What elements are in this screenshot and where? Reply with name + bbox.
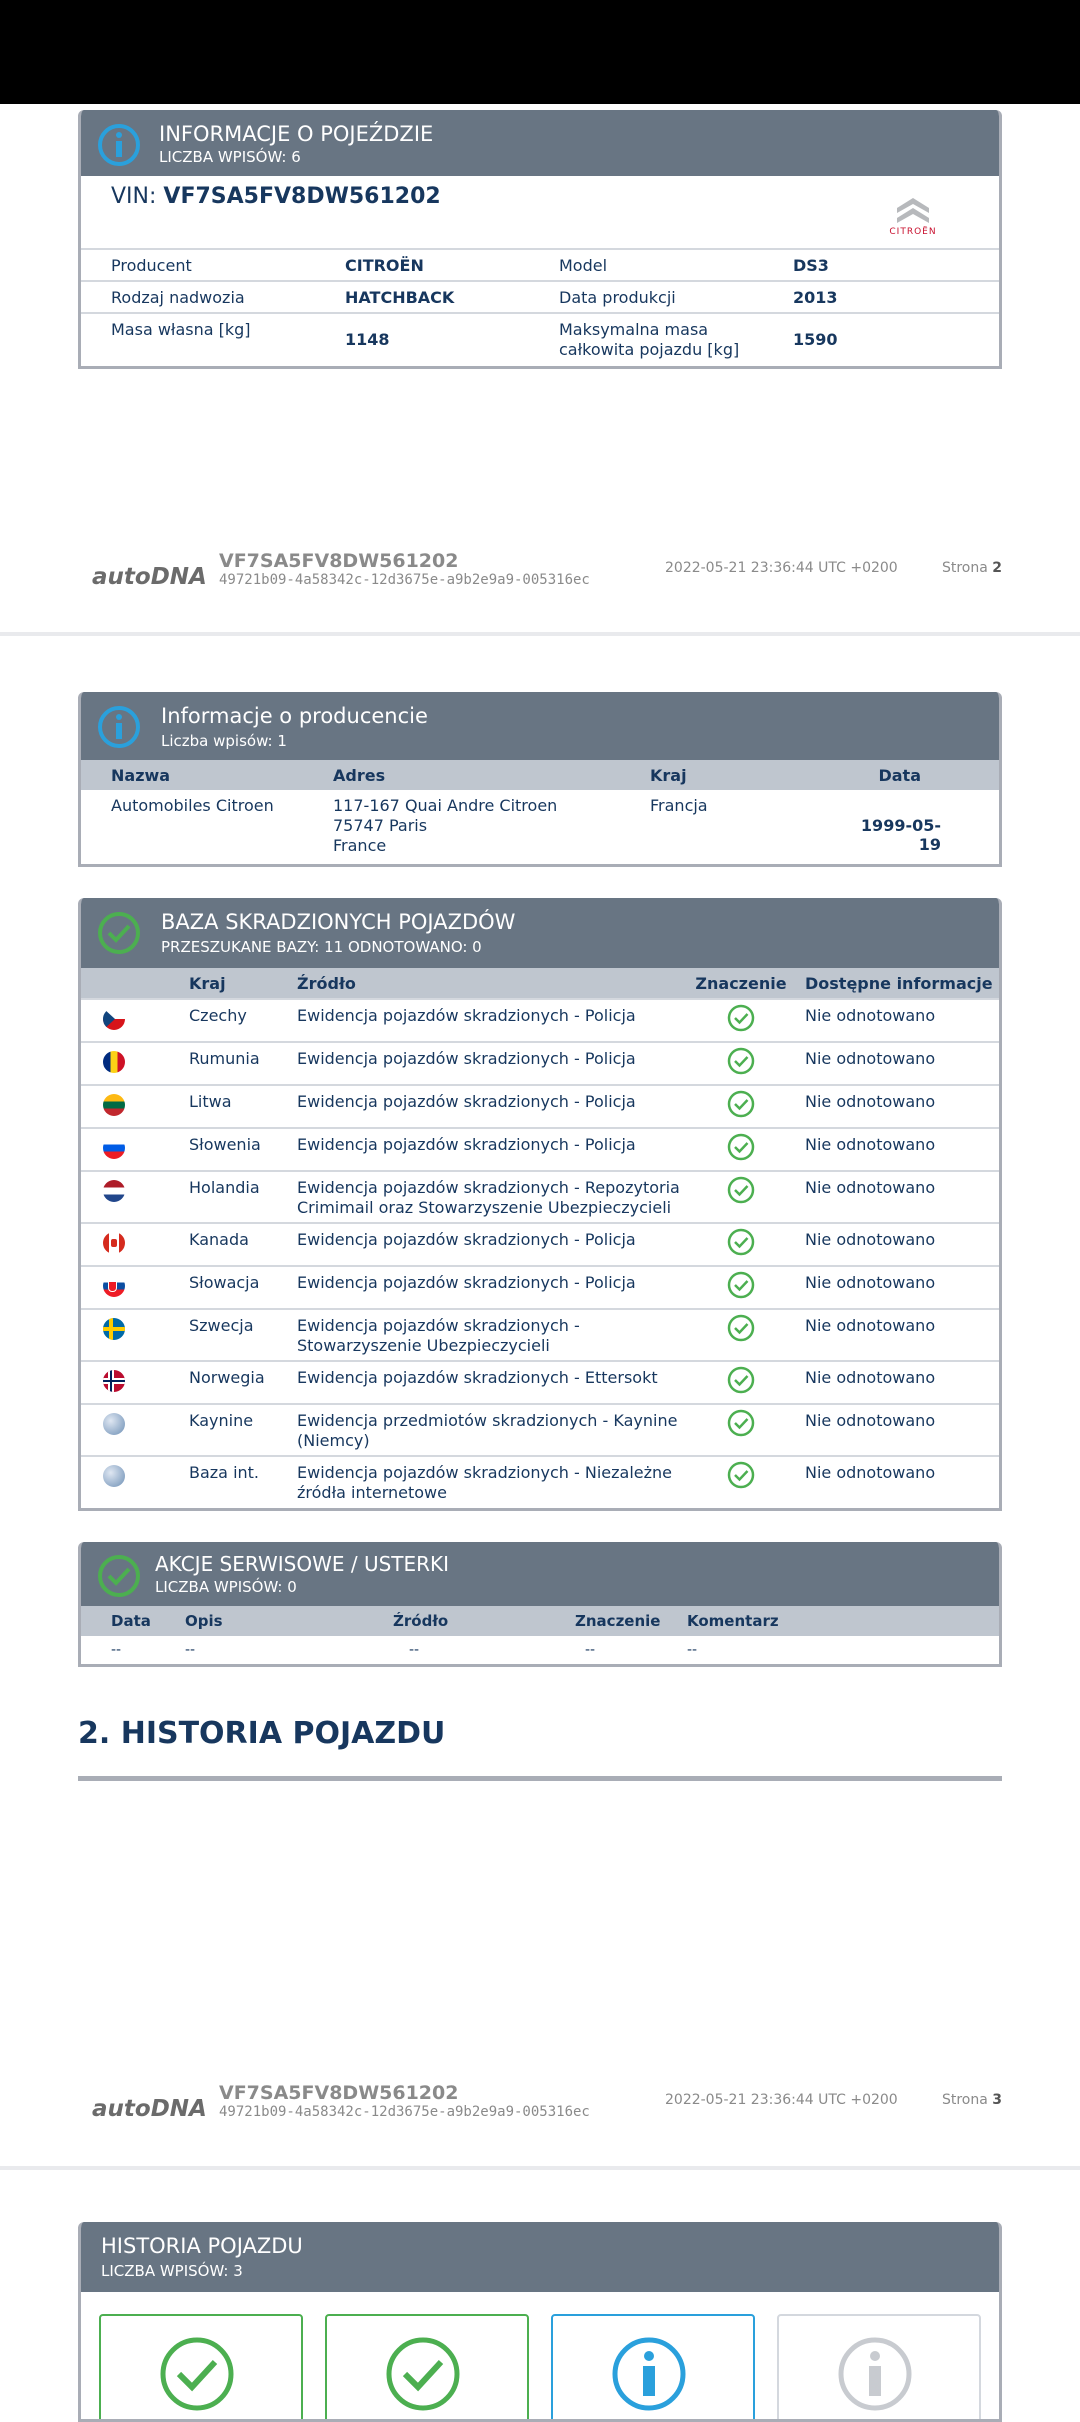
check-circle-icon — [727, 1090, 755, 1118]
column-header: Nazwa — [81, 760, 323, 790]
vin-row — [81, 176, 999, 250]
source: Ewidencja pojazdów skradzionych - Policja — [297, 1230, 636, 1249]
table-row — [81, 1042, 999, 1085]
info: Nie odnotowano — [805, 1178, 936, 1197]
producer-country: Francja — [650, 796, 708, 815]
section-divider — [78, 1776, 1002, 1781]
page-footer — [92, 550, 1002, 600]
history-cards — [81, 2292, 999, 2412]
check-circle-icon — [97, 911, 141, 955]
service-table — [81, 1606, 999, 1664]
info-label: Maksymalna masa całkowita pojazdu [kg] — [559, 320, 740, 359]
info-value: 1148 — [345, 330, 390, 349]
panel-header — [81, 692, 999, 760]
status-bar — [0, 0, 1080, 104]
history-panel — [78, 2222, 1002, 2422]
column-header: Źródło — [287, 968, 687, 999]
page-footer — [92, 2082, 1002, 2132]
flag-romania-icon — [103, 1051, 125, 1073]
cell: -- — [185, 1642, 196, 1658]
source: Ewidencja pojazdów skradzionych - Policja — [297, 1273, 636, 1292]
vin-label: VIN: VF7SA5FV8DW561202 — [111, 184, 441, 209]
table-row — [81, 1266, 999, 1309]
cell: -- — [687, 1642, 698, 1658]
panel-count: PRZESZUKANE BAZY: 11 ODNOTOWANO: 0 — [161, 938, 482, 956]
footer-vin: VF7SA5FV8DW561202 — [219, 550, 459, 572]
check-circle-icon — [727, 1176, 755, 1204]
table-row — [81, 1404, 999, 1456]
panel-count: Liczba wpisów: 1 — [161, 732, 287, 750]
flag-netherlands-icon — [103, 1180, 125, 1202]
column-header: Źródło — [371, 1606, 553, 1636]
info-label: Masa własna [kg] — [111, 320, 251, 339]
column-header: Opis — [175, 1606, 371, 1636]
info: Nie odnotowano — [805, 1463, 936, 1482]
check-circle-icon — [727, 1133, 755, 1161]
flag-sweden-icon — [103, 1318, 125, 1340]
panel-title: INFORMACJE O POJEŹDZIE — [159, 122, 434, 146]
country: Norwegia — [189, 1368, 265, 1387]
info: Nie odnotowano — [805, 1049, 936, 1068]
globe-icon — [103, 1465, 125, 1487]
column-header: Znaczenie — [687, 968, 795, 999]
panel-header — [81, 1542, 999, 1606]
footer-hash: 49721b09-4a58342c-12d3675e-a9b2e9a9-005316ec — [219, 2104, 590, 2120]
autodna-logo: autoDNA — [92, 2096, 207, 2122]
check-circle-icon — [383, 2334, 463, 2414]
footer-vin: VF7SA5FV8DW561202 — [219, 2082, 459, 2104]
producer-table — [81, 760, 999, 864]
info: Nie odnotowano — [805, 1368, 936, 1387]
check-circle-icon — [727, 1366, 755, 1394]
stolen-db-panel — [78, 898, 1002, 1511]
producer-address: 117-167 Quai Andre Citroen 75747 Paris France — [333, 796, 558, 855]
column-header: Znaczenie — [553, 1606, 677, 1636]
source: Ewidencja pojazdów skradzionych - Policja — [297, 1135, 636, 1154]
info: Nie odnotowano — [805, 1135, 936, 1154]
info-icon — [609, 2334, 689, 2414]
info-value: HATCHBACK — [345, 288, 455, 307]
info-value: DS3 — [793, 256, 829, 275]
history-card[interactable] — [325, 2314, 529, 2422]
check-circle-icon — [727, 1271, 755, 1299]
table-row — [81, 790, 999, 864]
check-circle-icon — [727, 1461, 755, 1489]
cell: -- — [409, 1642, 420, 1658]
check-circle-icon — [727, 1004, 755, 1032]
panel-header — [81, 898, 999, 968]
source: Ewidencja pojazdów skradzionych - Repozytoria Crimimail oraz Stowarzyszenie Ubezpieczycieli — [297, 1178, 680, 1217]
history-card[interactable] — [99, 2314, 303, 2422]
footer-date: 2022-05-21 23:36:44 UTC +0200 — [665, 560, 898, 576]
panel-title: HISTORIA POJAZDU — [101, 2234, 303, 2258]
vehicle-info-panel — [78, 110, 1002, 369]
service-panel — [78, 1542, 1002, 1667]
source: Ewidencja pojazdów skradzionych - Policja — [297, 1006, 636, 1025]
panel-count: LICZBA WPISÓW: 0 — [155, 1578, 297, 1596]
footer-page: Strona 3 — [941, 2092, 1002, 2108]
history-card[interactable] — [551, 2314, 755, 2422]
check-circle-icon — [727, 1409, 755, 1437]
source: Ewidencja pojazdów skradzionych - Niezależne źródła internetowe — [297, 1463, 673, 1502]
page-separator — [0, 632, 1080, 636]
panel-title: BAZA SKRADZIONYCH POJAZDÓW — [161, 910, 516, 934]
panel-title: AKCJE SERWISOWE / USTERKI — [155, 1552, 450, 1576]
table-row — [81, 1636, 999, 1664]
source: Ewidencja przedmiotów skradzionych - Kaynine (Niemcy) — [297, 1411, 678, 1450]
source: Ewidencja pojazdów skradzionych - Ettersokt — [297, 1368, 658, 1387]
country: Holandia — [189, 1178, 260, 1197]
column-header: Dostępne informacje — [795, 968, 999, 999]
info-label: Model — [559, 256, 608, 275]
info-value: CITROËN — [345, 256, 424, 275]
info: Nie odnotowano — [805, 1316, 936, 1335]
column-header: Kraj — [179, 968, 287, 999]
check-circle-icon — [727, 1314, 755, 1342]
stolen-table — [81, 968, 999, 1508]
check-circle-icon — [157, 2334, 237, 2414]
info: Nie odnotowano — [805, 1411, 936, 1430]
globe-icon — [103, 1413, 125, 1435]
panel-header — [81, 110, 999, 176]
info-value: 2013 — [793, 288, 838, 307]
flag-canada-icon — [103, 1232, 125, 1254]
info-label: Producent — [111, 256, 192, 275]
cell: -- — [111, 1642, 122, 1658]
info-icon — [97, 705, 141, 749]
table-row — [81, 1171, 999, 1223]
country: Szwecja — [189, 1316, 254, 1335]
flag-lithuania-icon — [103, 1094, 125, 1116]
table-row — [81, 1361, 999, 1404]
table-row — [81, 1085, 999, 1128]
footer-hash: 49721b09-4a58342c-12d3675e-a9b2e9a9-005316ec — [219, 572, 590, 588]
source: Ewidencja pojazdów skradzionych - Stowarzyszenie Ubezpieczycieli — [297, 1316, 580, 1355]
country: Słowacja — [189, 1273, 260, 1292]
info: Nie odnotowano — [805, 1230, 936, 1249]
table-row — [81, 999, 999, 1042]
info-row — [81, 314, 999, 366]
panel-count: LICZBA WPISÓW: 3 — [101, 2262, 243, 2280]
panel-count: LICZBA WPISÓW: 6 — [159, 148, 301, 166]
country: Baza int. — [189, 1463, 260, 1482]
check-circle-icon — [727, 1047, 755, 1075]
check-circle-icon — [727, 1228, 755, 1256]
vin-value: VF7SA5FV8DW561202 — [163, 184, 441, 209]
logo-text: CITROËN — [889, 227, 937, 237]
flag-slovenia-icon — [103, 1137, 125, 1159]
panel-header — [81, 2222, 999, 2292]
info-row — [81, 250, 999, 282]
column-header: Kraj — [640, 760, 850, 790]
column-header: Data — [850, 760, 999, 790]
footer-page: Strona 2 — [941, 560, 1002, 576]
country: Słowenia — [189, 1135, 261, 1154]
table-row — [81, 1309, 999, 1361]
table-row — [81, 1128, 999, 1171]
producer-date: 1999-05-19 — [860, 816, 941, 854]
section-title: 2. HISTORIA POJAZDU — [78, 1716, 446, 1751]
info-label: Rodzaj nadwozia — [111, 288, 245, 307]
info: Nie odnotowano — [805, 1092, 936, 1111]
producer-name: Automobiles Citroen — [111, 796, 274, 815]
column-header: Data — [81, 1606, 175, 1636]
history-card[interactable] — [777, 2314, 981, 2422]
country: Czechy — [189, 1006, 247, 1025]
cell: -- — [585, 1642, 596, 1658]
panel-title: Informacje o producencie — [161, 704, 428, 728]
table-row — [81, 1456, 999, 1508]
footer-date: 2022-05-21 23:36:44 UTC +0200 — [665, 2092, 898, 2108]
producer-info-panel — [78, 692, 1002, 867]
flag-norway-icon — [103, 1370, 125, 1392]
info-label: Data produkcji — [559, 288, 676, 307]
column-header: Komentarz — [677, 1606, 999, 1636]
country: Rumunia — [189, 1049, 260, 1068]
column-header: Adres — [323, 760, 640, 790]
info-row — [81, 282, 999, 314]
source: Ewidencja pojazdów skradzionych - Policja — [297, 1092, 636, 1111]
flag-cz — [81, 999, 179, 1042]
info-icon-disabled — [835, 2334, 915, 2414]
flag-slovakia-icon — [103, 1275, 125, 1297]
check-circle-icon — [97, 1554, 141, 1598]
info-icon — [97, 123, 141, 167]
country: Litwa — [189, 1092, 232, 1111]
citroen-logo — [883, 194, 943, 242]
info: Nie odnotowano — [805, 1273, 936, 1292]
page-separator — [0, 2166, 1080, 2170]
info-value: 1590 — [793, 330, 838, 349]
autodna-logo: autoDNA — [92, 564, 207, 590]
table-row — [81, 1223, 999, 1266]
flag-czech-icon — [103, 1008, 125, 1030]
info: Nie odnotowano — [805, 1006, 936, 1025]
source: Ewidencja pojazdów skradzionych - Policja — [297, 1049, 636, 1068]
country: Kanada — [189, 1230, 249, 1249]
country: Kaynine — [189, 1411, 254, 1430]
